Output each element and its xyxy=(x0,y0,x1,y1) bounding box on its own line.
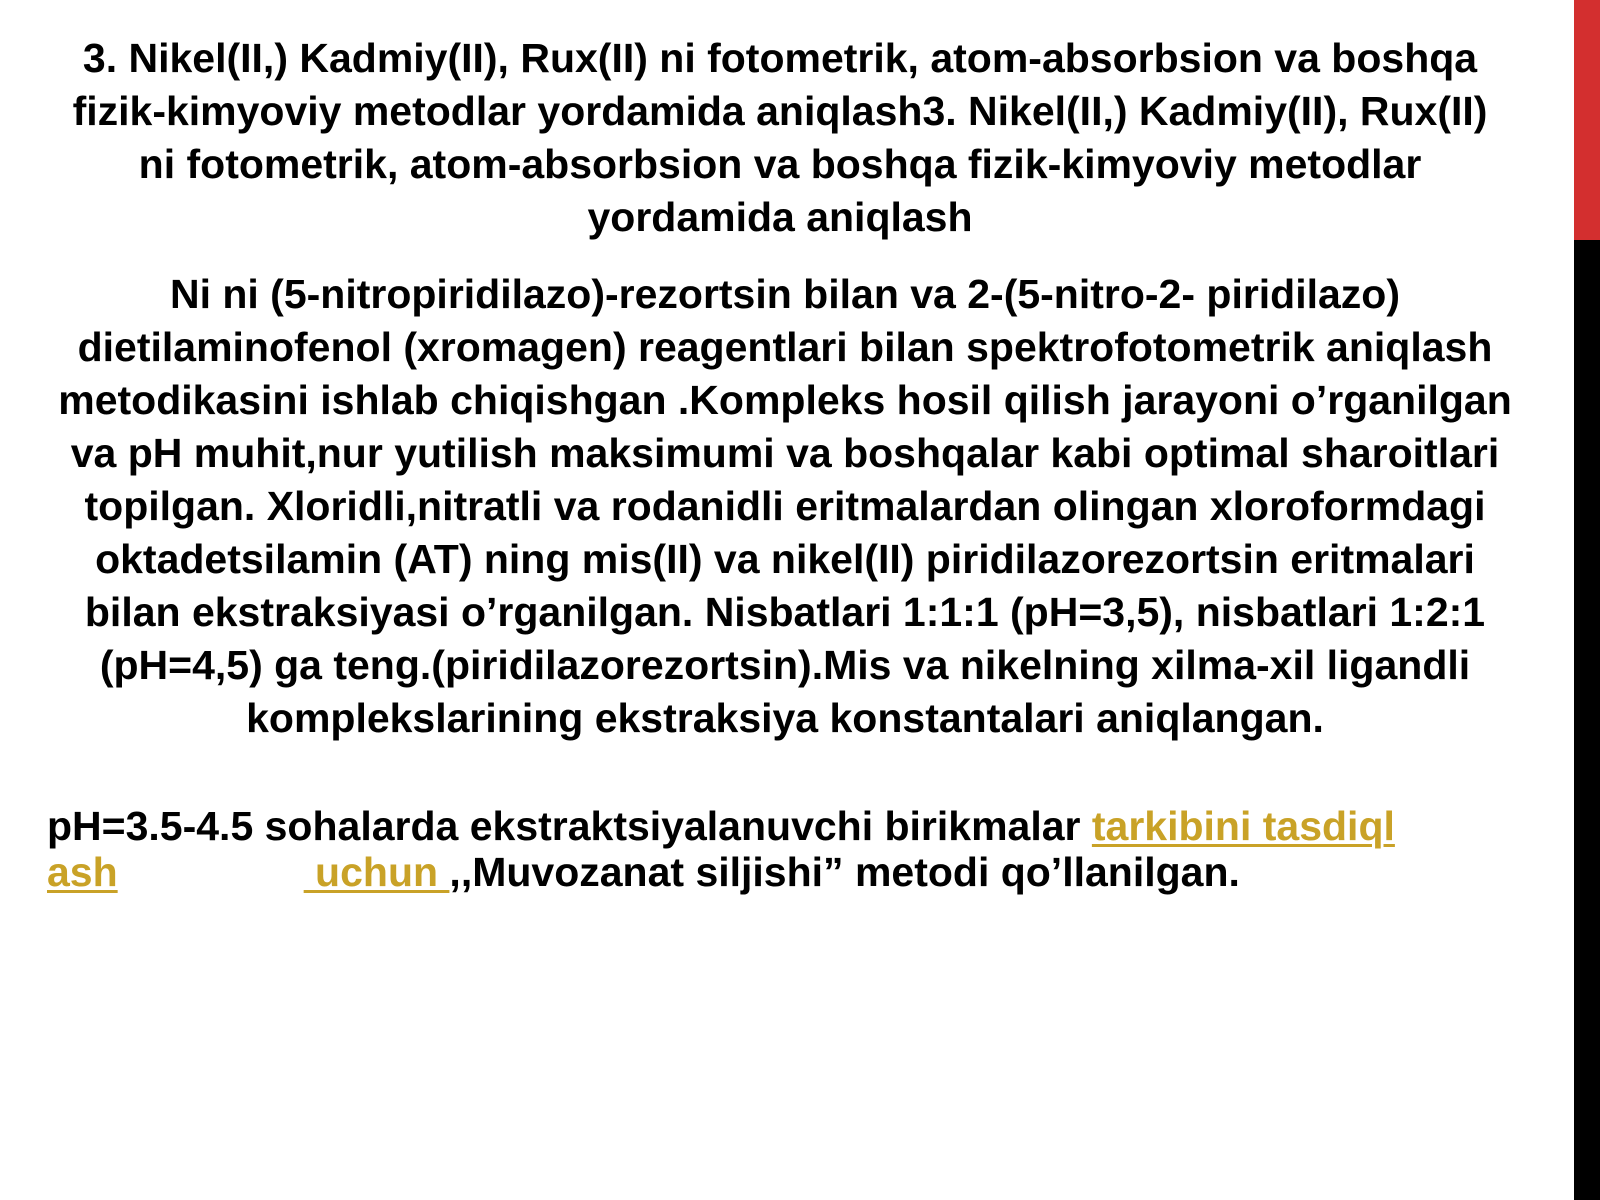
link-tarkibini-tasdiqlash-part-b[interactable]: ash xyxy=(47,849,118,895)
body-last-lines xyxy=(47,803,1527,895)
body-last-suffix: ,,Muvozanat siljishi” metodi qo’llanilgan. xyxy=(449,849,1240,895)
side-accent xyxy=(1574,0,1600,240)
link-tarkibini-tasdiqlash-part-a[interactable]: tarkibini tasdiql xyxy=(1091,803,1395,849)
side-bar xyxy=(1574,0,1600,1200)
slide-title: 3. Nikel(II,) Kadmiy(II), Rux(II) ni fotometrik, atom-absorbsion va boshqa fizik-kimyoviy metodlar yordamida aniqlash3. Nikel(II,) Kadmiy(II), Rux(II) ni fotometrik, atom-absorbsion va boshqa fizik-kimyoviy metodlar yordamida aniqlash xyxy=(72,35,1488,240)
body-paragraph: Ni ni (5-nitropiridilazo)-rezortsin bilan va 2-(5-nitro-2- piridilazo) dietilaminofenol (xromagen) reagentlari bilan spektrofotometrik aniqlash metodikasini ishlab chiqishgan .Kompleks hosil qilish jarayoni o’rganilgan va pH muhit,nur yutilish maksimumi va boshqalar kabi optimal sharoitlari topilgan. Xloridli,nitratli va rodanidli eritmalardan olingan xloroformdagi oktadetsilamin (AT) ning mis(II) va nikel(II) piridilazorezortsin eritmalari bilan ekstraksiyasi o’rganilgan. Nisbatlari 1:1:1 (pH=3,5), nisbatlari 1:2:1 (pH=4,5) ga teng.(piridilazorezortsin).Mis va nikelning xilma-xil ligandli komplekslarining ekstraksiya konstantalari aniqlangan. xyxy=(58,271,1512,741)
body-last-prefix: pH=3.5-4.5 sohalarda ekstraktsiyalanuvchi birikmalar xyxy=(47,803,1092,849)
link-uchun[interactable]: uchun xyxy=(303,849,450,895)
